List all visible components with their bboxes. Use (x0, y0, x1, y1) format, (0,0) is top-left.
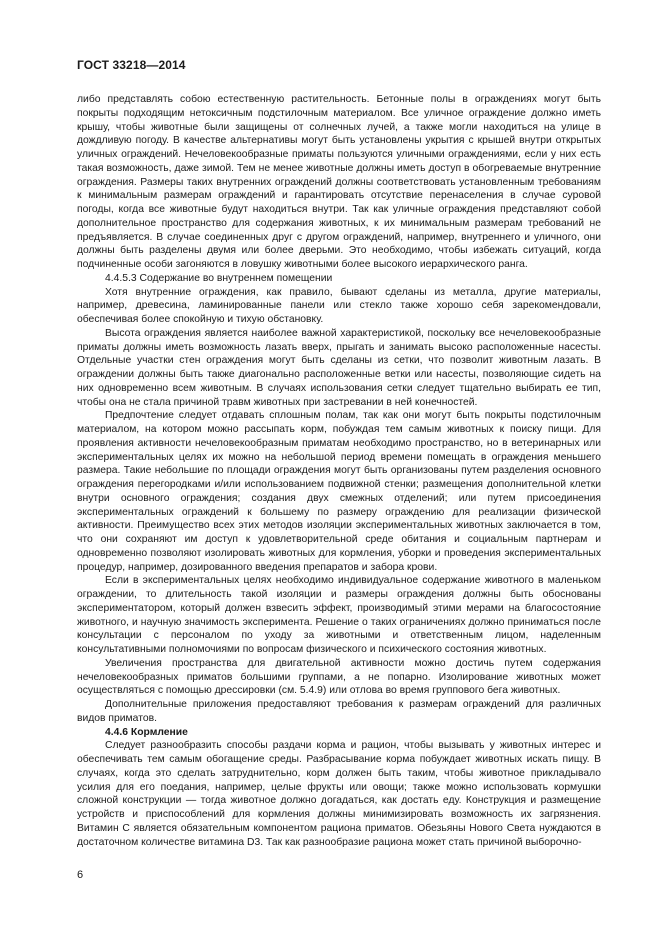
subsection-heading-indoor: 4.4.5.3 Содержание во внутреннем помещении (105, 272, 333, 284)
page-number: 6 (77, 869, 84, 881)
document-header: ГОСТ 33218—2014 (77, 58, 186, 72)
paragraph-indoor-materials: Хотя внутренние ограждения, как правило, бывают сделаны из металла, другие материалы, например, древесина, ламинированные панели или стекло также хорошо себя зарекомендовали, обеспечивая более спокойную и тихую обстановку. (77, 286, 601, 325)
paragraph-outdoor-enclosures: либо представлять собою естественную растительность. Бетонные полы в ограждениях могут быть покрыты подходящим нетоксичным подстилочным материалом. Все уличное ограждение должно иметь крышу, чтобы животные были защищены от солнечных лучей, а также могли находиться на улице в дождливую погоду. В качестве альтернативы могут быть установлены укрытия с крышей внутри открытых уличных ограждений. Нечеловекообразные приматы пользуются уличными ограждениями, если у них есть такая возможность, даже зимой. Тем не менее животные должны иметь доступ в обогреваемые внутренние ограждения. Размеры таких внутренних ограждений должны соответствовать установленным требованиям к минимальным размерам ограждений и гарантировать отсутствие перенаселения в случае суровой погоды, когда все животные будут находиться внутри. Так как уличные ограждения представляют собой дополнительное пространство для содержания животных, к их минимальным размерам требований не предъявляется. В случае соединенных друг с другом ограждений, например, внутреннего и уличного, они должны быть разделены двумя или более дверьми. Это необходимо, чтобы избежать ситуаций, когда подчиненные особи загоняются в ловушку животными более высокого иерархического ранга. (77, 94, 601, 270)
paragraph-space-increase: Увеличения пространства для двигательной активности можно достичь путем содержания нечеловекообразных приматов большими группами, а не попарно. Изолирование животных может осуществляться с помощью дрессировки (см. 5.4.9) или отлова во время группового бега животных. (77, 657, 601, 697)
paragraph-individual-housing: Если в экспериментальных целях необходимо индивидуальное содержание животного в маленьком ограждении, то длительность такой изоляции и размеры ограждения должны быть обоснованы экспериментатором, который должен взвесить эффект, производимый этими мерами на благосостояние животного, и научную значимость эксперимента. Решение о таких ограничениях должно приниматься после консультации с персоналом по уходу за животными и ответственным лицом, наделенным консультативными полномочиями по вопросам физического и психического состояния животных. (77, 575, 601, 655)
section-heading-feeding: 4.4.6 Кормление (105, 726, 188, 738)
paragraph-solid-floors: Предпочтение следует отдавать сплошным полам, так как они могут быть покрыты подстилочным материалом, на котором можно рассыпать корм, побуждая тем самым животных к поиску пищи. Для проявления активности нечеловекообразным приматам необходимо пространство, но в ветеринарных или экспериментальных целях их можно на небольшой период времени помещать в ограждения меньшего размера. Такие небольшие по площади ограждения могут быть организованы путем разделения основного ограждения перегородками и/или использованием подвижной стенки; размещения дополнительной клетки внутри основного ограждения; создания двух смежных отделений; или путем присоединения экспериментальных ограждений к большему по размеру ограждению для реализации физической активности. Преимущество всех этих методов изоляции экспериментальных животных заключается в том, что они сохраняют им доступ к удовлетворительной среде обитания и социальным партнерам и одновременно позволяют изолировать животных для кормления, уборки и проведения экспериментальных процедур, например, дозированного введения препаратов и забора крови. (77, 410, 601, 573)
document-body (77, 93, 601, 849)
paragraph-feeding: Следует разнообразить способы раздачи корма и рацион, чтобы вызывать у животных интерес и обеспечивать тем самым обогащение среды. Разбрасывание корма побуждает животных искать пищу. В случаях, когда это сделать затруднительно, корм должен быть таким, чтобы животное прикладывало усилия для его поедания, например, целые фрукты или овощи; также можно использовать кормушки сложной конструкции — тогда животное должно догадаться, как достать еду. Конструкция и размещение устройств и приспособлений для кормления должны минимизировать возможность их загрязнения. Витамин С является обязательным компонентом рациона приматов. Обезьяны Нового Света нуждаются в достаточном количестве витамина D3. Так как разнообразие рациона может стать причиной выборочно- (77, 740, 601, 848)
paragraph-enclosure-height: Высота ограждения является наиболее важной характеристикой, поскольку все нечеловекообразные приматы должны иметь возможность лазать вверх, прыгать и занимать высоко расположенные насесты. Отдельные участки стен ограждения могут быть сделаны из сетки, что позволит животным лазать. В ограждении должны быть также диагонально расположенные ветки или насесты, позволяющие сидеть на них одновременно всем животным. В случаях использования сетки следует тщательно выбирать ее тип, чтобы она не стала причиной травм животных при застревании в ней конечностей. (77, 327, 601, 408)
paragraph-appendices: Дополнительные приложения предоставляют требования к размерам ограждений для различных видов приматов. (77, 699, 601, 724)
